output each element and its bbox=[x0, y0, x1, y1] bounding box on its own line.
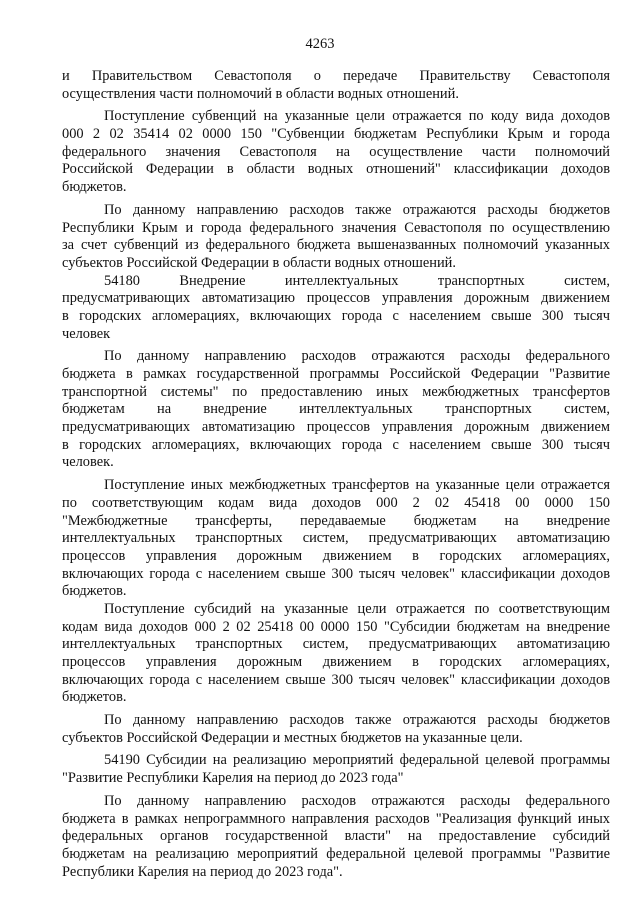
text-line: процессов управления дорожным движением в городских агломерациях, bbox=[62, 654, 610, 670]
text-line: процессов управления дорожным движением в городских агломерациях, bbox=[62, 547, 610, 564]
text-line: "Развитие Республики Карелия на период до 2023 года" bbox=[62, 770, 404, 787]
text-line: 000 2 02 35414 02 0000 150 "Субвенции бюджетам Республики Крым и города bbox=[62, 126, 610, 143]
text-line: бюджетов. bbox=[62, 689, 127, 706]
text-line: в городских агломерациях, включающих города с населением свыше 300 тысяч bbox=[62, 436, 610, 453]
text-line: По данному направлению расходов также отражаются расходы бюджетов bbox=[104, 201, 610, 218]
text-line: По данному направлению расходов отражаются расходы федерального bbox=[104, 348, 610, 365]
text-line: "Межбюджетные трансферты, передаваемые бюджетам на внедрение bbox=[62, 512, 610, 529]
text-line: бюджетов. bbox=[62, 179, 127, 196]
text-line: интеллектуальных транспортных систем, предусматривающих автоматизацию bbox=[62, 530, 610, 547]
text-line: бюджета в рамках государственной программы Российской Федерации "Развитие bbox=[62, 366, 610, 382]
text-line: субъектов Российской Федерации и местных бюджетов на указанные цели. bbox=[62, 729, 523, 746]
text-line: 54190 Субсидии на реализацию мероприятий федеральной целевой программы bbox=[104, 752, 610, 769]
text-line: Республики Крым и города федерального значения Севастополя по осуществлению bbox=[62, 219, 610, 236]
text-line: человек bbox=[62, 325, 111, 342]
text-line: Поступление субвенций на указанные цели отражается по коду вида доходов bbox=[104, 108, 610, 125]
text-line: федеральных органов государственной власти" на предоставление субсидий bbox=[62, 828, 610, 845]
page-number: 4263 bbox=[305, 36, 335, 52]
text-line: Российской Федерации в области водных отношений" классификации доходов bbox=[62, 161, 610, 178]
text-line: По данному направлению расходов отражаются расходы федерального bbox=[104, 792, 610, 809]
text-line: бюджетов. bbox=[62, 583, 127, 600]
text-line: осуществления части полномочий в области водных отношений. bbox=[62, 85, 459, 102]
text-line: кодам вида доходов 000 2 02 25418 00 0000 150 "Субсидии бюджетам на внедрение bbox=[62, 618, 610, 635]
text-line: в городских агломерациях, включающих города с населением свыше 300 тысяч bbox=[62, 307, 610, 324]
text-line: Республики Карелия на период до 2023 года". bbox=[62, 863, 343, 880]
document-body bbox=[62, 68, 610, 881]
text-line: человек. bbox=[62, 454, 114, 471]
text-line: интеллектуальных транспортных систем, предусматривающих автоматизацию bbox=[62, 636, 610, 653]
text-line: включающих города с населением свыше 300 тысяч человек" классификации доходов bbox=[62, 565, 610, 582]
text-line: бюджетам на реализацию мероприятий федеральной целевой программы "Развитие bbox=[62, 845, 610, 862]
text-line: транспортной системы" по предоставлению иных межбюджетных трансфертов bbox=[62, 383, 610, 400]
text-line: Поступление иных межбюджетных трансфертов на указанные цели отражается bbox=[104, 477, 610, 494]
text-line: бюджетам на внедрение интеллектуальных транспортных систем, bbox=[62, 401, 610, 418]
text-line: федерального значения Севастополя на осуществление части полномочий bbox=[62, 143, 610, 160]
text-line: предусматривающих автоматизацию процессов управления дорожным движением bbox=[62, 419, 610, 436]
text-line: субъектов Российской Федерации в области водных отношений. bbox=[62, 254, 456, 271]
text-line: по соответствующим кодам вида доходов 000 2 02 45418 00 0000 150 bbox=[62, 494, 610, 511]
text-line: По данному направлению расходов также отражаются расходы бюджетов bbox=[104, 712, 610, 729]
text-line: 54180 Внедрение интеллектуальных транспортных систем, bbox=[104, 272, 610, 289]
text-line: Поступление субсидий на указанные цели отражается по соответствующим bbox=[104, 600, 610, 617]
text-line: предусматривающих автоматизацию процессов управления дорожным движением bbox=[62, 290, 610, 307]
text-line: включающих города с населением свыше 300 тысяч человек" классификации доходов bbox=[62, 671, 610, 688]
text-line: и Правительством Севастополя о передаче Правительству Севастополя bbox=[62, 68, 610, 84]
text-line: бюджета в рамках непрограммного направления расходов "Реализация функций иных bbox=[62, 810, 610, 827]
text-line: за счет субвенций из федерального бюджета вышеназванных полномочий указанных bbox=[62, 237, 610, 254]
